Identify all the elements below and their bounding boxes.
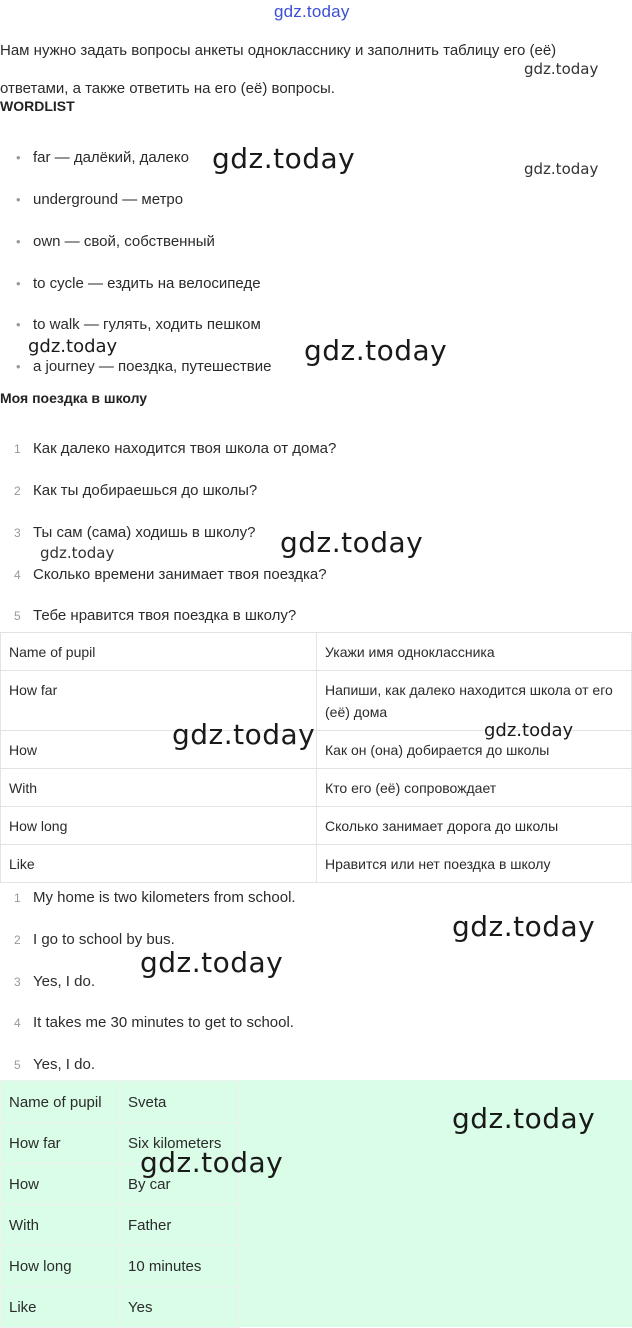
- watermark: gdz.today: [28, 336, 118, 357]
- table-hint-cell: Напиши, как далеко находится школа от его (её) дома: [317, 671, 632, 731]
- item-number: 3: [14, 526, 21, 540]
- wordlist-item-text: far — далёкий, далеко: [33, 149, 189, 166]
- watermark: gdz.today: [452, 910, 596, 943]
- answer-text: It takes me 30 minutes to get to school.: [33, 1014, 294, 1031]
- table-value-cell: Father: [120, 1205, 240, 1246]
- bullet-icon: •: [16, 234, 21, 249]
- table-label-cell: How long: [1, 1246, 120, 1287]
- bullet-icon: •: [16, 317, 21, 332]
- table-hint-cell: Сколько занимает дорога до школы: [317, 807, 632, 845]
- table-row: [1, 807, 632, 845]
- bullet-icon: •: [16, 192, 21, 207]
- watermark: gdz.today: [140, 946, 284, 979]
- wordlist-item-text: to walk — гулять, ходить пешком: [33, 316, 261, 333]
- table-value-cell: Six kilometers: [120, 1123, 240, 1164]
- questions-heading: Моя поездка в школу: [0, 390, 148, 406]
- table-value-cell: Sveta: [120, 1082, 240, 1123]
- wordlist-item-text: underground — метро: [33, 191, 184, 208]
- table-label-cell: With: [1, 769, 317, 807]
- watermark: gdz.today: [140, 1146, 284, 1179]
- table-row: [1, 845, 632, 883]
- answer-text: Yes, I do.: [33, 1056, 95, 1073]
- table-label-cell: How: [1, 1164, 120, 1205]
- table-row: [1, 1287, 240, 1328]
- table-hint-cell: Как он (она) добирается до школы: [317, 731, 632, 769]
- site-logo[interactable]: gdz.today: [274, 2, 350, 21]
- table-row: [1, 671, 632, 731]
- table-label-cell: How far: [1, 671, 317, 731]
- question-text: Тебе нравится твоя поездка в школу?: [33, 607, 297, 624]
- table-row: [1, 731, 632, 769]
- item-number: 4: [14, 1016, 21, 1030]
- table-row: [1, 1082, 240, 1123]
- wordlist-item-text: a journey — поездка, путешествие: [33, 358, 272, 375]
- table-row: [1, 1164, 240, 1205]
- watermark: gdz.today: [484, 720, 574, 741]
- item-number: 3: [14, 975, 21, 989]
- filled-answer-table: [0, 1081, 240, 1328]
- watermark: gdz.today: [524, 160, 599, 178]
- wordlist-item-text: to cycle — ездить на велосипеде: [33, 275, 261, 292]
- wordlist-heading: WORDLIST: [0, 98, 75, 114]
- bullet-icon: •: [16, 150, 21, 165]
- watermark: gdz.today: [280, 526, 424, 559]
- item-number: 4: [14, 568, 21, 582]
- bullet-icon: •: [16, 359, 21, 374]
- table-label-cell: Like: [1, 1287, 120, 1328]
- watermark: gdz.today: [212, 142, 356, 175]
- table-label-cell: Like: [1, 845, 317, 883]
- watermark: gdz.today: [304, 334, 448, 367]
- question-text: Ты сам (сама) ходишь в школу?: [33, 524, 256, 541]
- table-value-cell: 10 minutes: [120, 1246, 240, 1287]
- table-label-cell: Name of pupil: [1, 1082, 120, 1123]
- item-number: 1: [14, 891, 21, 905]
- watermark: gdz.today: [172, 718, 316, 751]
- table-label-cell: With: [1, 1205, 120, 1246]
- watermark: gdz.today: [40, 544, 115, 562]
- table-hint-cell: Кто его (её) сопровождает: [317, 769, 632, 807]
- item-number: 2: [14, 933, 21, 947]
- intro-text: Нам нужно задать вопросы анкеты однокласснику и заполнить таблицу его (её) ответами, а также ответить на его (её) вопросы.: [0, 42, 557, 97]
- answer-text: Yes, I do.: [33, 973, 95, 990]
- questionnaire-template-table: [0, 632, 632, 883]
- item-number: 5: [14, 1058, 21, 1072]
- item-number: 2: [14, 484, 21, 498]
- table-label-cell: How: [1, 731, 317, 769]
- table-row: [1, 1123, 240, 1164]
- question-text: Как далеко находится твоя школа от дома?: [33, 440, 337, 457]
- table-row: [1, 1246, 240, 1287]
- table-label-cell: Name of pupil: [1, 633, 317, 671]
- watermark: gdz.today: [452, 1102, 596, 1135]
- table-row: [1, 1205, 240, 1246]
- answer-text: My home is two kilometers from school.: [33, 889, 296, 906]
- table-label-cell: How long: [1, 807, 317, 845]
- watermark: gdz.today: [524, 60, 599, 78]
- table-value-cell: By car: [120, 1164, 240, 1205]
- table-row: [1, 633, 632, 671]
- table-value-cell: Yes: [120, 1287, 240, 1328]
- question-text: Сколько времени занимает твоя поездка?: [33, 566, 327, 583]
- question-text: Как ты добираешься до школы?: [33, 482, 258, 499]
- wordlist-item-text: own — свой, собственный: [33, 233, 215, 250]
- bullet-icon: •: [16, 276, 21, 291]
- table-hint-cell: Укажи имя одноклассника: [317, 633, 632, 671]
- table-row: [1, 769, 632, 807]
- answer-text: I go to school by bus.: [33, 931, 175, 948]
- item-number: 1: [14, 442, 21, 456]
- table-label-cell: How far: [1, 1123, 120, 1164]
- table-hint-cell: Нравится или нет поездка в школу: [317, 845, 632, 883]
- item-number: 5: [14, 609, 21, 623]
